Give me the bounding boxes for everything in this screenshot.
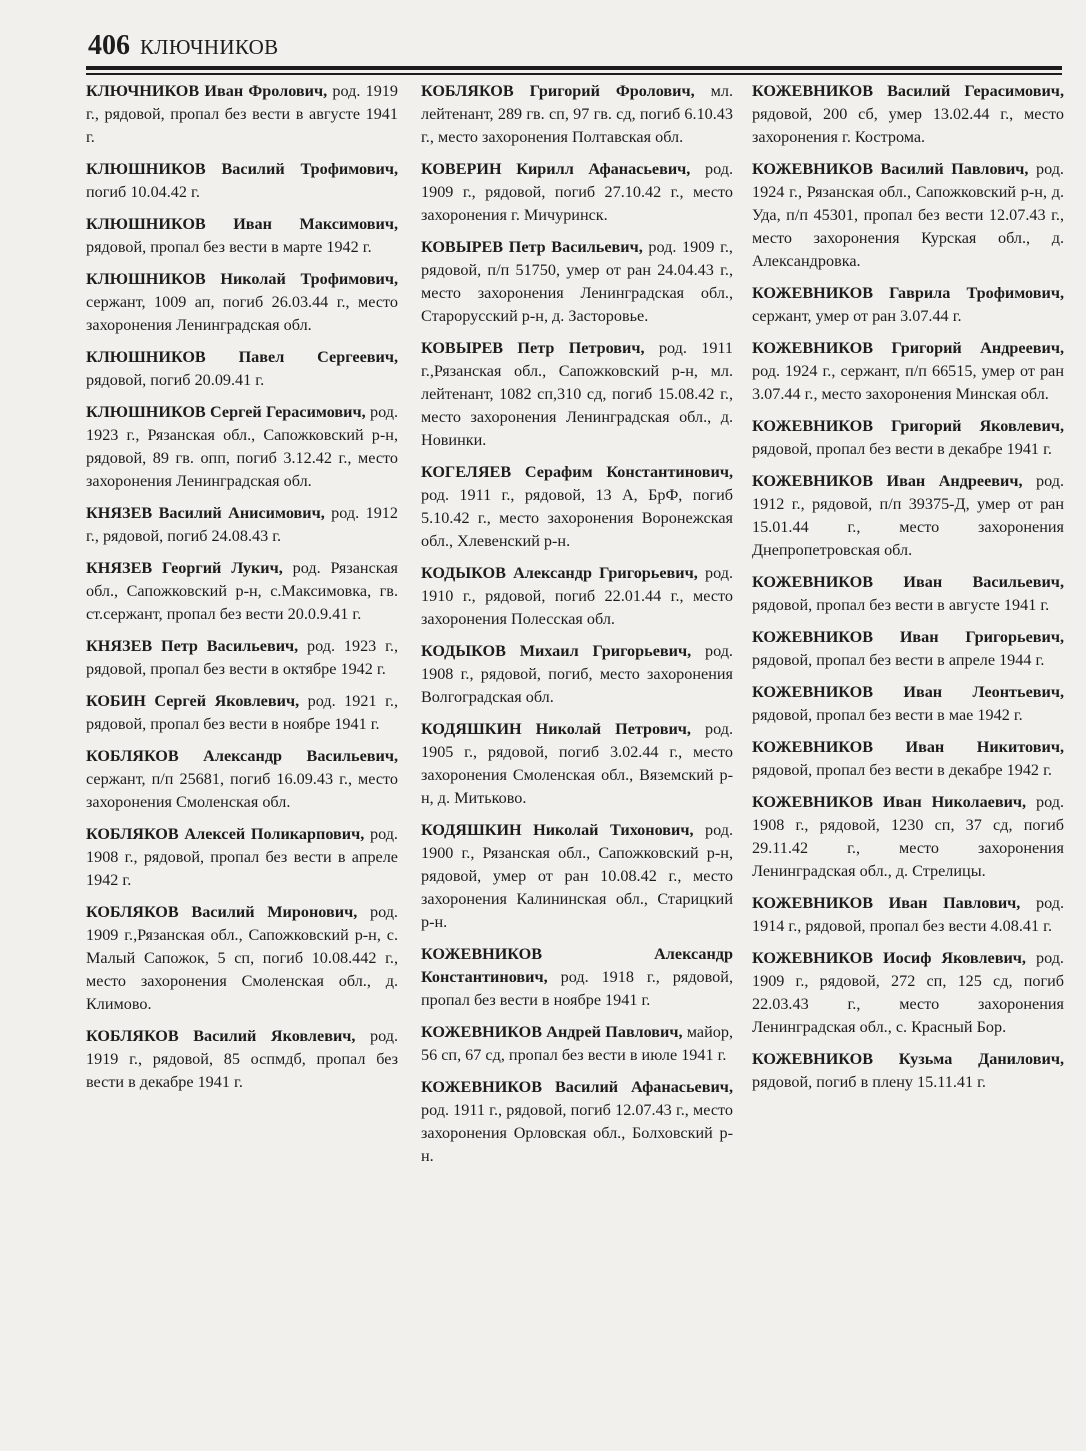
entry-details: рядовой, пропал без вести в мае 1942 г. bbox=[752, 706, 1023, 724]
entry-details: род. 1918 г., рядовой, пропал без вести в ноябре 1941 г. bbox=[421, 968, 733, 1009]
entry bbox=[752, 415, 1064, 461]
entry bbox=[86, 557, 398, 626]
entry-name: КОВЫРЕВ Петр Петрович, bbox=[421, 339, 645, 357]
entry bbox=[421, 819, 733, 934]
entry bbox=[86, 690, 398, 736]
entry bbox=[421, 1076, 733, 1168]
entry-name: КОБЛЯКОВ Григорий Фролович, bbox=[421, 82, 695, 100]
entry bbox=[752, 158, 1064, 273]
column-left bbox=[86, 80, 398, 1103]
entry-details: сержант, умер от ран 3.07.44 г. bbox=[752, 307, 962, 325]
entry bbox=[752, 1048, 1064, 1094]
entry bbox=[421, 1021, 733, 1067]
entry bbox=[421, 461, 733, 553]
entry-name: КОБЛЯКОВ Василий Миронович, bbox=[86, 903, 358, 921]
entry-details: рядовой, пропал без вести в марте 1942 г. bbox=[86, 238, 372, 256]
entry bbox=[752, 947, 1064, 1039]
entry bbox=[86, 823, 398, 892]
entry-details: род. 1909 г.,Рязанская обл., Сапожковский р-н, с. Малый Сапожок, 5 сп, погиб 10.08.442 г., место захоронения Смоленская обл., д. Климово. bbox=[86, 903, 398, 1013]
entry-name: КОДЫКОВ Михаил Григорьевич, bbox=[421, 642, 692, 660]
entry bbox=[86, 1025, 398, 1094]
entry-name: КОЖЕВНИКОВ Василий Афанасьевич, bbox=[421, 1078, 733, 1096]
entry bbox=[752, 571, 1064, 617]
entry-details: род. 1905 г., рядовой, погиб 3.02.44 г., место захоронения Смоленская обл., Вяземский р-н, д. Митьково. bbox=[421, 720, 733, 807]
entry bbox=[421, 943, 733, 1012]
entry-details: род. 1911 г., рядовой, погиб 12.07.43 г., место захоронения Орловская обл., Болховский р-н. bbox=[421, 1101, 733, 1165]
entry-details: род. 1923 г., Рязанская обл., Сапожковский р-н, рядовой, 89 гв. опп, погиб 3.12.42 г., место захоронения Ленинградская обл. bbox=[86, 403, 398, 490]
entry bbox=[86, 346, 398, 392]
entry-details: род. 1909 г., рядовой, погиб 27.10.42 г., место захоронения г. Мичуринск. bbox=[421, 160, 733, 224]
entry-details: род. 1908 г., рядовой, 1230 сп, 37 сд, погиб 29.11.42 г., место захоронения Ленинградская обл., д. Стрелицы. bbox=[752, 793, 1064, 880]
entry-name: КОБЛЯКОВ Василий Яковлевич, bbox=[86, 1027, 356, 1045]
entry bbox=[86, 213, 398, 259]
entry bbox=[86, 80, 398, 149]
entry-name: КЛЮШНИКОВ Сергей Герасимович, bbox=[86, 403, 366, 421]
entry-details: род. 1919 г., рядовой, пропал без вести в августе 1941 г. bbox=[86, 82, 398, 146]
entry-name: КОЖЕВНИКОВ Иван Андреевич, bbox=[752, 472, 1023, 490]
entry bbox=[86, 502, 398, 548]
entry-details: род. 1908 г., рядовой, погиб, место захоронения Волгоградская обл. bbox=[421, 642, 733, 706]
entry bbox=[421, 562, 733, 631]
entry bbox=[752, 791, 1064, 883]
entry bbox=[421, 236, 733, 328]
entry-name: КЛЮШНИКОВ Василий Трофимович, bbox=[86, 160, 398, 178]
header-rule-thin bbox=[86, 73, 1062, 75]
entry-name: КОЖЕВНИКОВ Григорий Яковлевич, bbox=[752, 417, 1064, 435]
entry-name: КОДЯШКИН Николай Петрович, bbox=[421, 720, 691, 738]
entry-details: род. 1900 г., Рязанская обл., Сапожковский р-н, рядовой, умер от ран 10.08.42 г., место захоронения Калининская обл., Старицкий р-н. bbox=[421, 821, 733, 931]
entry-details: род. 1910 г., рядовой, погиб 22.01.44 г., место захоронения Полесская обл. bbox=[421, 564, 733, 628]
entry-name: КОЖЕВНИКОВ Иван Васильевич, bbox=[752, 573, 1064, 591]
entry-details: род. 1923 г., рядовой, пропал без вести в октябре 1942 г. bbox=[86, 637, 398, 678]
entry-details: род. 1912 г., рядовой, погиб 24.08.43 г. bbox=[86, 504, 398, 545]
entry-details: род. 1909 г., рядовой, 272 сп, 125 сд, погиб 22.03.43 г., место захоронения Ленинградская обл., с. Красный Бор. bbox=[752, 949, 1064, 1036]
entry bbox=[86, 901, 398, 1016]
entry-details: мл. лейтенант, 289 гв. сп, 97 гв. сд, погиб 6.10.43 г., место захоронения Полтавская обл. bbox=[421, 82, 733, 146]
entry-name: КОДЯШКИН Николай Тихонович, bbox=[421, 821, 694, 839]
entry-name: КОБИН Сергей Яковлевич, bbox=[86, 692, 300, 710]
page-header bbox=[88, 30, 278, 70]
entry-name: КОВЫРЕВ Петр Васильевич, bbox=[421, 238, 643, 256]
entry bbox=[86, 158, 398, 204]
entry-details: рядовой, пропал без вести в августе 1941 г. bbox=[752, 596, 1050, 614]
entry bbox=[752, 282, 1064, 328]
entry bbox=[752, 337, 1064, 406]
entry-details: рядовой, пропал без вести в декабре 1941 г. bbox=[752, 440, 1052, 458]
entry-name: КНЯЗЕВ Георгий Лукич, bbox=[86, 559, 283, 577]
entry-details: род. 1924 г., сержант, п/п 66515, умер от ран 3.07.44 г., место захоронения Минская обл. bbox=[752, 362, 1064, 403]
entry-name: КОЖЕВНИКОВ Василий Павлович, bbox=[752, 160, 1029, 178]
entry bbox=[752, 80, 1064, 149]
entry-details: рядовой, 200 сб, умер 13.02.44 г., место захоронения г. Кострома. bbox=[752, 105, 1064, 146]
entry bbox=[421, 337, 733, 452]
running-head: КЛЮЧНИКОВ bbox=[140, 35, 279, 59]
entry-details: рядовой, погиб в плену 15.11.41 г. bbox=[752, 1073, 986, 1091]
entry-details: род. Рязанская обл., Сапожковский р-н, с.Максимовка, гв. ст.сержант, пропал без вести 20.0.9.41 г. bbox=[86, 559, 399, 623]
entry-name: КЛЮШНИКОВ Николай Трофимович, bbox=[86, 270, 398, 288]
entry bbox=[752, 736, 1064, 782]
entry-name: КОЖЕВНИКОВ Иван Григорьевич, bbox=[752, 628, 1064, 646]
entry bbox=[421, 718, 733, 810]
entry bbox=[86, 745, 398, 814]
entry-name: КНЯЗЕВ Василий Анисимович, bbox=[86, 504, 325, 522]
entry-name: КОЖЕВНИКОВ Гаврила Трофимович, bbox=[752, 284, 1064, 302]
entry-name: КОЖЕВНИКОВ Иван Павлович, bbox=[752, 894, 1021, 912]
column-middle bbox=[421, 80, 733, 1177]
entry-details: майор, 56 сп, 67 сд, пропал без вести в июле 1941 г. bbox=[421, 1023, 733, 1064]
entry bbox=[752, 470, 1064, 562]
entry-details: рядовой, пропал без вести в апреле 1944 г. bbox=[752, 651, 1045, 669]
entry-name: КОЖЕВНИКОВ Кузьма Данилович, bbox=[752, 1050, 1064, 1068]
entry-details: сержант, 1009 ап, погиб 26.03.44 г., место захоронения Ленинградская обл. bbox=[86, 293, 398, 334]
entry-details: род. 1924 г., Рязанская обл., Сапожковский р-н, д. Уда, п/п 45301, пропал без вести 12.07.43 г., место захоронения Курская обл., д. Александровка. bbox=[752, 160, 1064, 270]
column-right bbox=[752, 80, 1064, 1103]
entry bbox=[86, 635, 398, 681]
entry-name: КОБЛЯКОВ Алексей Поликарпович, bbox=[86, 825, 365, 843]
entry-name: КОЖЕВНИКОВ Иосиф Яковлевич, bbox=[752, 949, 1026, 967]
entry-details: род. 1908 г., рядовой, пропал без вести в апреле 1942 г. bbox=[86, 825, 398, 889]
entry bbox=[421, 158, 733, 227]
entry bbox=[421, 640, 733, 709]
entry-name: КЛЮЧНИКОВ Иван Фролович, bbox=[86, 82, 328, 100]
entry bbox=[752, 892, 1064, 938]
entry bbox=[752, 681, 1064, 727]
entry-name: КОБЛЯКОВ Александр Васильевич, bbox=[86, 747, 398, 765]
entry-details: погиб 10.04.42 г. bbox=[86, 183, 200, 201]
entry bbox=[86, 268, 398, 337]
entry-name: КОЖЕВНИКОВ Иван Николаевич, bbox=[752, 793, 1027, 811]
entry-details: род. 1921 г., рядовой, пропал без вести в ноябре 1941 г. bbox=[86, 692, 398, 733]
entry-name: КОГЕЛЯЕВ Серафим Константинович, bbox=[421, 463, 733, 481]
entry-details: рядовой, пропал без вести в декабре 1942 г. bbox=[752, 761, 1052, 779]
entry-details: род. 1911 г., рядовой, 13 А, БрФ, погиб 5.10.42 г., место захоронения Воронежская обл., Хлевенский р-н. bbox=[421, 486, 733, 550]
entry-details: род. 1912 г., рядовой, п/п 39375-Д, умер от ран 15.01.44 г., место захоронения Днепропетровская обл. bbox=[752, 472, 1064, 559]
page-number: 406 bbox=[88, 30, 130, 61]
entry bbox=[752, 626, 1064, 672]
entry-details: род. 1909 г., рядовой, п/п 51750, умер от ран 24.04.43 г., место захоронения Ленинградская обл., Старорусский р-н, д. Засторовье. bbox=[421, 238, 733, 325]
entry-details: род. 1919 г., рядовой, 85 оспмдб, пропал без вести в декабре 1941 г. bbox=[86, 1027, 398, 1091]
entry-name: КОЖЕВНИКОВ Иван Никитович, bbox=[752, 738, 1064, 756]
entry-name: КЛЮШНИКОВ Павел Сергеевич, bbox=[86, 348, 398, 366]
entry-details: род. 1911 г.,Рязанская обл., Сапожковский р-н, мл. лейтенант, 1082 сп,310 сд, погиб 15.08.42 г., место захоронения Ленинградская обл., д. Новинки. bbox=[421, 339, 734, 449]
entry-name: КОЖЕВНИКОВ Иван Леонтьевич, bbox=[752, 683, 1064, 701]
entry bbox=[86, 401, 398, 493]
entry-name: КОЖЕВНИКОВ Василий Герасимович, bbox=[752, 82, 1064, 100]
entry bbox=[421, 80, 733, 149]
entry-name: КОЖЕВНИКОВ Григорий Андреевич, bbox=[752, 339, 1064, 357]
entry-details: род. 1914 г., рядовой, пропал без вести 4.08.41 г. bbox=[752, 894, 1064, 935]
entry-name: КОВЕРИН Кирилл Афанасьевич, bbox=[421, 160, 691, 178]
header-rule-thick bbox=[86, 66, 1062, 70]
entry-details: сержант, п/п 25681, погиб 16.09.43 г., место захоронения Смоленская обл. bbox=[86, 770, 398, 811]
entry-name: КОДЫКОВ Александр Григорьевич, bbox=[421, 564, 698, 582]
entry-name: КЛЮШНИКОВ Иван Максимович, bbox=[86, 215, 398, 233]
entry-name: КОЖЕВНИКОВ Андрей Павлович, bbox=[421, 1023, 683, 1041]
entry-details: рядовой, погиб 20.09.41 г. bbox=[86, 371, 265, 389]
entry-name: КОЖЕВНИКОВ Александр Константинович, bbox=[421, 945, 733, 986]
entry-name: КНЯЗЕВ Петр Васильевич, bbox=[86, 637, 299, 655]
